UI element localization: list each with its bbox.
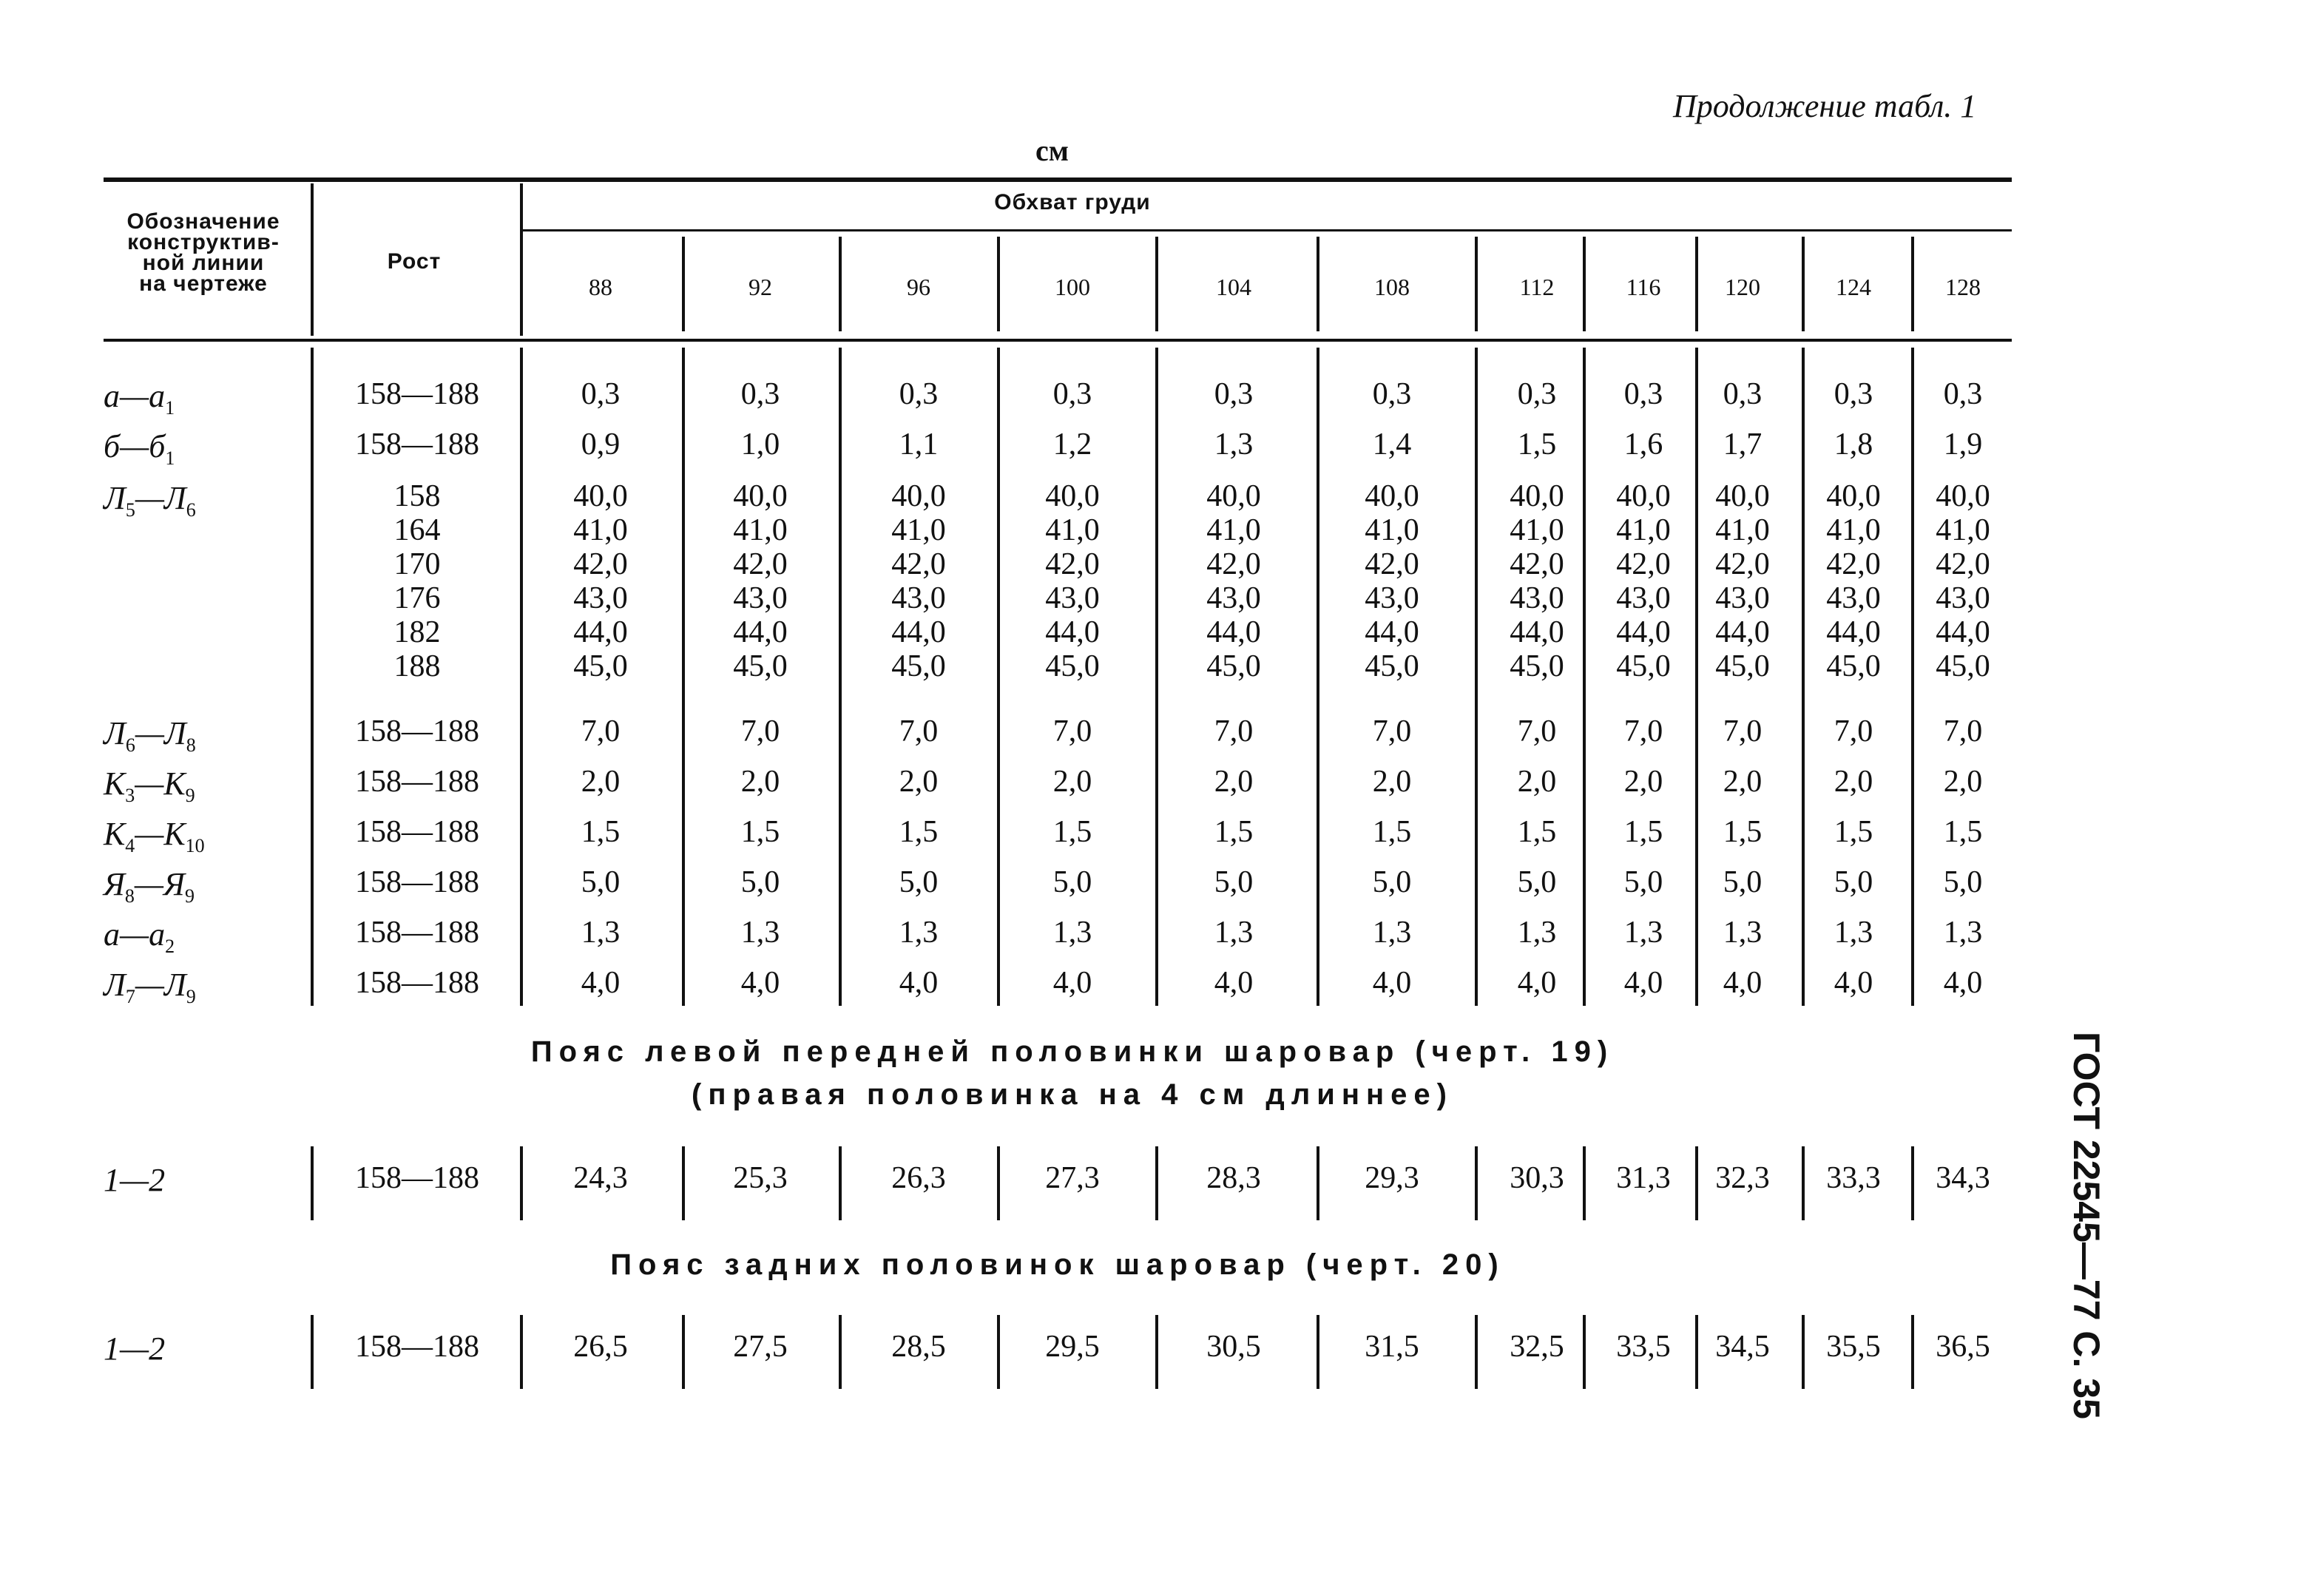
value-cell: 41,0 [1510, 513, 1564, 547]
value-cell: 5,0 [1214, 865, 1254, 899]
value-cell: 1,3 [1214, 916, 1254, 950]
value-cell: 5,0 [581, 865, 621, 899]
value-cell: 4,0 [1623, 966, 1663, 1000]
value-cell: 4,0 [1834, 966, 1873, 1000]
header-column-divider [1911, 237, 1914, 331]
value-cell: 4,0 [740, 966, 780, 1000]
value-cell: 42,0 [1365, 547, 1419, 581]
value-cell: 43,0 [1206, 581, 1261, 615]
value-cell: 42,0 [1510, 547, 1564, 581]
value-cell: 45,0 [1045, 649, 1100, 683]
value-cell: 41,0 [1826, 513, 1881, 547]
value-cell: 24,3 [573, 1161, 628, 1195]
chest-column-header: 96 [907, 274, 930, 300]
value-cell: 1,1 [899, 427, 939, 461]
value-cell: 44,0 [1045, 615, 1100, 649]
value-cell: 4,0 [1214, 966, 1254, 1000]
value-cell: 7,0 [740, 714, 780, 748]
value-cell: 1,0 [740, 427, 780, 461]
continuation-note: Продолжение табл. 1 [1673, 88, 1977, 124]
height-cell: 158—188 [355, 916, 479, 950]
value-cell: 7,0 [899, 714, 939, 748]
value-cell: 0,3 [1723, 377, 1763, 411]
value-cell: 44,0 [1206, 615, 1261, 649]
value-cell: 42,0 [1936, 547, 1990, 581]
value-cell: 1,3 [1517, 916, 1557, 950]
height-cell: 158—188 [355, 377, 479, 411]
height-cell: 182 [393, 615, 441, 649]
section1-divider [1475, 1146, 1478, 1220]
value-cell: 26,3 [891, 1161, 946, 1195]
value-cell: 44,0 [573, 615, 628, 649]
gost-side-code: ГОСТ 22545—77 С. 35 [2066, 1032, 2107, 1419]
body-column-divider [682, 348, 685, 1006]
value-cell: 4,0 [581, 966, 621, 1000]
header-column-divider [1155, 237, 1158, 331]
value-cell: 1,5 [1214, 815, 1254, 849]
value-cell: 4,0 [1517, 966, 1557, 1000]
section1-label: 1—2 [104, 1162, 166, 1198]
value-cell: 31,3 [1616, 1161, 1671, 1195]
value-cell: 43,0 [1616, 581, 1671, 615]
value-cell: 40,0 [573, 479, 628, 513]
value-cell: 40,0 [1045, 479, 1100, 513]
value-cell: 43,0 [1826, 581, 1881, 615]
value-cell: 1,9 [1943, 427, 1983, 461]
value-cell: 44,0 [891, 615, 946, 649]
value-cell: 1,5 [1517, 427, 1557, 461]
value-cell: 41,0 [1045, 513, 1100, 547]
value-cell: 43,0 [1365, 581, 1419, 615]
value-cell: 35,5 [1826, 1330, 1881, 1364]
value-cell: 7,0 [1214, 714, 1254, 748]
height-cell: 158—188 [355, 1330, 479, 1364]
section2-divider [1155, 1315, 1158, 1389]
value-cell: 5,0 [1372, 865, 1412, 899]
height-cell: 188 [393, 649, 441, 683]
value-cell: 43,0 [733, 581, 788, 615]
section1-divider [311, 1146, 314, 1220]
value-cell: 2,0 [1834, 765, 1873, 799]
value-cell: 0,3 [899, 377, 939, 411]
body-column-divider [839, 348, 842, 1006]
section1-divider [1317, 1146, 1319, 1220]
value-cell: 44,0 [1510, 615, 1564, 649]
value-cell: 30,5 [1206, 1330, 1261, 1364]
chest-column-header: 104 [1216, 274, 1251, 300]
value-cell: 41,0 [1616, 513, 1671, 547]
section1-divider [997, 1146, 1000, 1220]
value-cell: 1,3 [1214, 427, 1254, 461]
value-cell: 44,0 [1616, 615, 1671, 649]
section1-divider [839, 1146, 842, 1220]
row-label: $Л_6—Л_8$ [104, 715, 196, 756]
designation-header [104, 209, 303, 297]
section2-divider [311, 1315, 314, 1389]
value-cell: 41,0 [1206, 513, 1261, 547]
value-cell: 40,0 [1936, 479, 1990, 513]
header-column-divider [997, 237, 1000, 331]
chest-column-header: 100 [1055, 274, 1090, 300]
value-cell: 1,6 [1623, 427, 1663, 461]
value-cell: 1,4 [1372, 427, 1412, 461]
row-label: $а—а_2$ [104, 916, 175, 957]
value-cell: 4,0 [1723, 966, 1763, 1000]
value-cell: 5,0 [1623, 865, 1663, 899]
value-cell: 1,3 [1623, 916, 1663, 950]
value-cell: 41,0 [891, 513, 946, 547]
value-cell: 40,0 [1206, 479, 1261, 513]
value-cell: 45,0 [733, 649, 788, 683]
designation-line-1: Обозначение [126, 209, 280, 234]
height-cell: 176 [393, 581, 441, 615]
value-cell: 1,3 [1723, 916, 1763, 950]
value-cell: 27,5 [733, 1330, 788, 1364]
value-cell: 1,3 [899, 916, 939, 950]
section2-divider [1317, 1315, 1319, 1389]
value-cell: 2,0 [1052, 765, 1092, 799]
group-label: $Л_5—Л_6$ [104, 480, 196, 521]
value-cell: 5,0 [1052, 865, 1092, 899]
value-cell: 1,2 [1052, 427, 1092, 461]
designation-line-3: ной линии [142, 251, 265, 275]
height-cell: 158—188 [355, 1161, 479, 1195]
value-cell: 45,0 [891, 649, 946, 683]
value-cell: 36,5 [1936, 1330, 1990, 1364]
value-cell: 34,5 [1715, 1330, 1770, 1364]
section2-divider [839, 1315, 842, 1389]
header-column-divider [1802, 237, 1805, 331]
value-cell: 2,0 [899, 765, 939, 799]
table-top-rule [104, 177, 2012, 182]
value-cell: 1,5 [899, 815, 939, 849]
height-cell: 158—188 [355, 865, 479, 899]
unit-label: см [1035, 134, 1069, 167]
section2-title: Пояс задних половинок шаровар (черт. 20) [610, 1248, 1505, 1281]
value-cell: 4,0 [899, 966, 939, 1000]
value-cell: 43,0 [1936, 581, 1990, 615]
chest-column-header: 112 [1519, 274, 1555, 300]
value-cell: 40,0 [1365, 479, 1419, 513]
value-cell: 0,3 [1623, 377, 1663, 411]
value-cell: 0,3 [1052, 377, 1092, 411]
value-cell: 1,5 [1943, 815, 1983, 849]
value-cell: 45,0 [1365, 649, 1419, 683]
value-cell: 42,0 [1206, 547, 1261, 581]
value-cell: 41,0 [573, 513, 628, 547]
body-column-divider [1475, 348, 1478, 1006]
value-cell: 0,3 [1834, 377, 1873, 411]
value-cell: 42,0 [1045, 547, 1100, 581]
value-cell: 5,0 [899, 865, 939, 899]
value-cell: 45,0 [1510, 649, 1564, 683]
body-column-divider [1317, 348, 1319, 1006]
chest-column-header: 128 [1945, 274, 1981, 300]
value-cell: 25,3 [733, 1161, 788, 1195]
value-cell: 7,0 [1723, 714, 1763, 748]
value-cell: 1,5 [1723, 815, 1763, 849]
value-cell: 45,0 [1616, 649, 1671, 683]
value-cell: 29,5 [1045, 1330, 1100, 1364]
value-cell: 0,3 [740, 377, 780, 411]
value-cell: 7,0 [1052, 714, 1092, 748]
value-cell: 42,0 [1826, 547, 1881, 581]
value-cell: 4,0 [1372, 966, 1412, 1000]
body-divider-label [311, 348, 314, 1006]
chest-column-header: 120 [1725, 274, 1760, 300]
chest-subrule [521, 229, 2012, 231]
section1-divider [520, 1146, 523, 1220]
value-cell: 1,5 [1052, 815, 1092, 849]
chest-column-header: 116 [1626, 274, 1661, 300]
height-cell: 158—188 [355, 714, 479, 748]
value-cell: 28,5 [891, 1330, 946, 1364]
value-cell: 5,0 [740, 865, 780, 899]
value-cell: 2,0 [1943, 765, 1983, 799]
value-cell: 33,3 [1826, 1161, 1881, 1195]
value-cell: 41,0 [1936, 513, 1990, 547]
body-column-divider [1155, 348, 1158, 1006]
height-cell: 164 [393, 513, 441, 547]
row-label: $б—б_1$ [104, 428, 175, 469]
row-label: $а—а_1$ [104, 378, 175, 419]
value-cell: 1,3 [581, 916, 621, 950]
height-cell: 170 [393, 547, 441, 581]
value-cell: 40,0 [1715, 479, 1770, 513]
value-cell: 5,0 [1723, 865, 1763, 899]
value-cell: 44,0 [1365, 615, 1419, 649]
value-cell: 1,5 [740, 815, 780, 849]
row-label: $К_3—К_9$ [104, 765, 195, 806]
value-cell: 41,0 [733, 513, 788, 547]
section2-divider [520, 1315, 523, 1389]
value-cell: 1,5 [1623, 815, 1663, 849]
value-cell: 5,0 [1834, 865, 1873, 899]
value-cell: 5,0 [1517, 865, 1557, 899]
value-cell: 40,0 [1616, 479, 1671, 513]
value-cell: 45,0 [1826, 649, 1881, 683]
value-cell: 26,5 [573, 1330, 628, 1364]
section2-label: 1—2 [104, 1330, 166, 1367]
value-cell: 29,3 [1365, 1161, 1419, 1195]
value-cell: 45,0 [1936, 649, 1990, 683]
value-cell: 45,0 [1715, 649, 1770, 683]
value-cell: 0,3 [581, 377, 621, 411]
value-cell: 1,8 [1834, 427, 1873, 461]
value-cell: 42,0 [891, 547, 946, 581]
value-cell: 41,0 [1365, 513, 1419, 547]
header-column-divider [682, 237, 685, 331]
designation-line-4: на чертеже [139, 271, 268, 296]
value-cell: 32,5 [1510, 1330, 1564, 1364]
value-cell: 42,0 [733, 547, 788, 581]
value-cell: 7,0 [1372, 714, 1412, 748]
value-cell: 43,0 [891, 581, 946, 615]
section1-title-line2: (правая половинка на 4 см длиннее) [692, 1078, 1453, 1111]
height-cell: 158—188 [355, 815, 479, 849]
row-label: $Я_8—Я_9$ [104, 866, 195, 907]
section1-divider [682, 1146, 685, 1220]
header-column-divider [1583, 237, 1586, 331]
header-column-divider [839, 237, 842, 331]
value-cell: 33,5 [1616, 1330, 1671, 1364]
header-divider-2 [520, 183, 523, 336]
chest-column-header: 124 [1836, 274, 1871, 300]
value-cell: 7,0 [1943, 714, 1983, 748]
value-cell: 1,3 [1834, 916, 1873, 950]
value-cell: 0,9 [581, 427, 621, 461]
value-cell: 28,3 [1206, 1161, 1261, 1195]
value-cell: 7,0 [1623, 714, 1663, 748]
value-cell: 40,0 [733, 479, 788, 513]
value-cell: 1,3 [1372, 916, 1412, 950]
value-cell: 44,0 [1715, 615, 1770, 649]
value-cell: 1,7 [1723, 427, 1763, 461]
value-cell: 42,0 [1616, 547, 1671, 581]
value-cell: 0,3 [1517, 377, 1557, 411]
value-cell: 34,3 [1936, 1161, 1990, 1195]
height-cell: 158—188 [355, 966, 479, 1000]
value-cell: 7,0 [581, 714, 621, 748]
value-cell: 43,0 [1045, 581, 1100, 615]
header-column-divider [1475, 237, 1478, 331]
value-cell: 5,0 [1943, 865, 1983, 899]
value-cell: 2,0 [581, 765, 621, 799]
value-cell: 41,0 [1715, 513, 1770, 547]
value-cell: 2,0 [1623, 765, 1663, 799]
value-cell: 0,3 [1214, 377, 1254, 411]
height-cell: 158 [393, 479, 441, 513]
value-cell: 1,5 [581, 815, 621, 849]
value-cell: 32,3 [1715, 1161, 1770, 1195]
value-cell: 4,0 [1052, 966, 1092, 1000]
value-cell: 0,3 [1372, 377, 1412, 411]
value-cell: 30,3 [1510, 1161, 1564, 1195]
value-cell: 1,5 [1834, 815, 1873, 849]
height-cell: 158—188 [355, 765, 479, 799]
height-header: Рост [387, 249, 442, 274]
row-label: $К_4—К_{10}$ [104, 816, 205, 856]
value-cell: 45,0 [573, 649, 628, 683]
value-cell: 1,5 [1372, 815, 1412, 849]
value-cell: 43,0 [1510, 581, 1564, 615]
value-cell: 2,0 [1214, 765, 1254, 799]
value-cell: 1,3 [1052, 916, 1092, 950]
chest-column-header: 88 [589, 274, 612, 300]
value-cell: 44,0 [733, 615, 788, 649]
value-cell: 42,0 [573, 547, 628, 581]
value-cell: 27,3 [1045, 1161, 1100, 1195]
header-column-divider [1317, 237, 1319, 331]
value-cell: 44,0 [1826, 615, 1881, 649]
value-cell: 2,0 [1517, 765, 1557, 799]
chest-header: Обхват груди [994, 190, 1151, 214]
section2-divider [682, 1315, 685, 1389]
value-cell: 1,3 [1943, 916, 1983, 950]
value-cell: 2,0 [1723, 765, 1763, 799]
section1-title-line1: Пояс левой передней половинки шаровар (черт. 19) [530, 1035, 1615, 1068]
height-cell: 158—188 [355, 427, 479, 461]
value-cell: 2,0 [1372, 765, 1412, 799]
value-cell: 7,0 [1517, 714, 1557, 748]
body-divider-height [520, 348, 523, 1006]
chest-column-header: 92 [748, 274, 772, 300]
value-cell: 40,0 [1510, 479, 1564, 513]
section1-divider [1155, 1146, 1158, 1220]
value-cell: 42,0 [1715, 547, 1770, 581]
designation-line-2: конструктив- [127, 230, 280, 254]
value-cell: 2,0 [740, 765, 780, 799]
value-cell: 1,3 [740, 916, 780, 950]
section2-divider [997, 1315, 1000, 1389]
value-cell: 0,3 [1943, 377, 1983, 411]
value-cell: 1,5 [1517, 815, 1557, 849]
value-cell: 44,0 [1936, 615, 1990, 649]
row-label: $Л_7—Л_9$ [104, 967, 196, 1007]
value-cell: 43,0 [573, 581, 628, 615]
header-bottom-rule [104, 339, 2012, 342]
value-cell: 43,0 [1715, 581, 1770, 615]
value-cell: 4,0 [1943, 966, 1983, 1000]
value-cell: 40,0 [891, 479, 946, 513]
body-column-divider [997, 348, 1000, 1006]
value-cell: 45,0 [1206, 649, 1261, 683]
chest-column-header: 108 [1374, 274, 1410, 300]
value-cell: 40,0 [1826, 479, 1881, 513]
value-cell: 7,0 [1834, 714, 1873, 748]
section2-divider [1475, 1315, 1478, 1389]
value-cell: 31,5 [1365, 1330, 1419, 1364]
header-divider-1 [311, 183, 314, 336]
